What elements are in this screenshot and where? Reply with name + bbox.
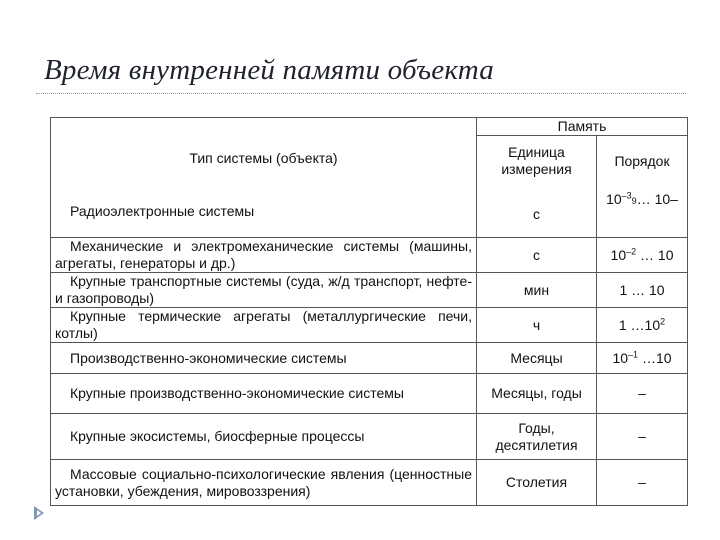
order-exponent: –1 bbox=[628, 348, 639, 359]
cell-type: Крупные производственно-экономические системы bbox=[51, 374, 477, 414]
order-exponent: –2 bbox=[626, 245, 637, 256]
order-exponent: 2 bbox=[660, 315, 666, 326]
cell-type: Производственно-экономические системы bbox=[51, 343, 477, 374]
table-header-row-group bbox=[51, 118, 688, 136]
header-order: Порядок bbox=[597, 136, 688, 187]
cell-unit: Месяцы bbox=[477, 343, 597, 374]
cell-order: – bbox=[597, 460, 688, 506]
cell-type: Крупные термические агрегаты (металлургические печи, котлы) bbox=[51, 308, 477, 343]
table-row bbox=[51, 187, 688, 238]
order-tail: … 10 bbox=[636, 246, 674, 263]
order-subscript: 9 bbox=[631, 195, 637, 206]
table-row bbox=[51, 343, 688, 374]
memory-time-table-container bbox=[50, 117, 687, 506]
cell-unit: ч bbox=[477, 308, 597, 343]
cell-type: Крупные экосистемы, биосферные процессы bbox=[51, 414, 477, 460]
cell-order: – bbox=[597, 374, 688, 414]
table-row bbox=[51, 238, 688, 273]
header-system-type: Тип системы (объекта) bbox=[51, 136, 477, 187]
order-tail: …10 bbox=[638, 349, 672, 366]
slide-arrow-icon bbox=[34, 506, 44, 520]
table-header-row bbox=[51, 136, 688, 187]
cell-unit: Столетия bbox=[477, 460, 597, 506]
title-divider bbox=[36, 93, 686, 94]
cell-type: Радиоэлектронные системы bbox=[51, 187, 477, 238]
order-base: 10 bbox=[610, 246, 627, 263]
cell-unit: с bbox=[477, 238, 597, 273]
cell-unit: с bbox=[477, 187, 597, 238]
order-tail: … 10– bbox=[636, 190, 678, 207]
cell-order bbox=[597, 343, 688, 374]
cell-type: Массовые социально-психологические явления (ценностные установки, убеждения, мировоззрения) bbox=[51, 460, 477, 506]
table-row bbox=[51, 414, 688, 460]
header-unit: Единица измерения bbox=[477, 136, 597, 187]
cell-type: Механические и электромеханические системы (машины, агрегаты, генераторы и др.) bbox=[51, 238, 477, 273]
table-row bbox=[51, 460, 688, 506]
cell-order bbox=[597, 238, 688, 273]
cell-order bbox=[597, 308, 688, 343]
order-base: 1 …10 bbox=[618, 316, 661, 333]
cell-type: Крупные транспортные системы (суда, ж/д транспорт, нефте- и газопроводы) bbox=[51, 273, 477, 308]
cell-unit: мин bbox=[477, 273, 597, 308]
cell-order: 1 … 10 bbox=[597, 273, 688, 308]
table-row bbox=[51, 374, 688, 414]
header-type-top bbox=[51, 118, 477, 136]
order-base: 10 bbox=[606, 190, 622, 207]
table-row bbox=[51, 273, 688, 308]
order-exponent: –3 bbox=[621, 189, 632, 200]
header-memory: Память bbox=[477, 118, 688, 136]
cell-order bbox=[597, 187, 688, 238]
cell-order: – bbox=[597, 414, 688, 460]
memory-time-table bbox=[50, 117, 688, 506]
cell-unit: Месяцы, годы bbox=[477, 374, 597, 414]
slide-title: Время внутренней памяти объекта bbox=[44, 54, 494, 86]
cell-unit: Годы, десятилетия bbox=[477, 414, 597, 460]
table-row bbox=[51, 308, 688, 343]
order-base: 10 bbox=[612, 349, 629, 366]
